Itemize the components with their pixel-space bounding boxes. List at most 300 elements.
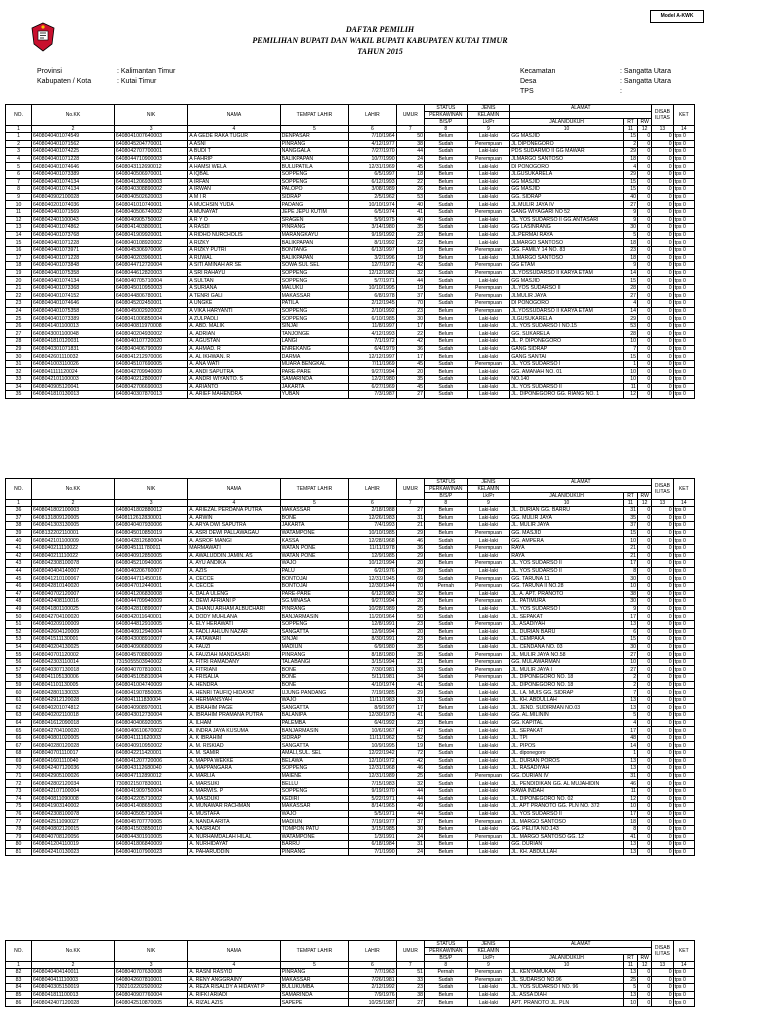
cell-nama: A. NANDA ARITA bbox=[188, 818, 280, 826]
cell-umur: 19 bbox=[396, 742, 424, 750]
cell-jalan: JL. MULIR JAYA I bbox=[510, 666, 624, 674]
cell-jalan: GG LASINRANG bbox=[510, 224, 624, 232]
title-line-2: PEMILIHAN BUPATI DAN WAKIL BUPATI KABUPATEN KUTAI TIMUR bbox=[252, 36, 508, 45]
cell-nama: A. MARWIS. P bbox=[188, 787, 280, 795]
cell-lahir: 9/27/1994 bbox=[349, 598, 396, 606]
cell-jenis: Perempuan bbox=[467, 529, 510, 537]
cell-status: Sudah bbox=[425, 780, 468, 788]
cell-ket: tps 0 bbox=[673, 284, 694, 292]
cell-ket: tps 0 bbox=[673, 704, 694, 712]
cell-disab: 0 bbox=[652, 734, 673, 742]
cell-status: Sudah bbox=[425, 750, 468, 758]
cell-rt: 4 bbox=[623, 300, 637, 308]
cell-tempat: SOPPENG bbox=[280, 269, 349, 277]
cell-nokk: 6408131809120005 bbox=[32, 514, 115, 522]
cell-umur: 46 bbox=[396, 537, 424, 545]
cell-jenis: Perempuan bbox=[467, 651, 510, 659]
cell-umur: 45 bbox=[396, 383, 424, 391]
cell-rt: 9 bbox=[623, 262, 637, 270]
cell-status: Belum bbox=[425, 529, 468, 537]
col-no-header: NO. bbox=[6, 105, 32, 126]
cell-no: 49 bbox=[6, 605, 32, 613]
cell-nokk: 6408040411110003 bbox=[32, 976, 115, 984]
cell-tempat: BONE bbox=[280, 666, 349, 674]
cell-nama: A. AWALUDDIN JAMIN. AS bbox=[188, 552, 280, 560]
cell-rw: 0 bbox=[638, 338, 652, 346]
cell-nik: 6408042812680004 bbox=[114, 537, 187, 545]
col-alamat-spacer bbox=[510, 112, 652, 119]
cell-tempat: SANGATTA bbox=[280, 704, 349, 712]
col-alamat-spacer bbox=[510, 486, 652, 493]
cell-status: Belum bbox=[425, 598, 468, 606]
cell-nama: A. NURHIDAYAT bbox=[188, 841, 280, 849]
cell-disab: 0 bbox=[652, 674, 673, 682]
cell-umur: 23 bbox=[396, 307, 424, 315]
cell-no: 26 bbox=[6, 322, 32, 330]
cell-lahir: 2/10/1992 bbox=[349, 307, 396, 315]
cell-nama: A. HENDRA bbox=[188, 681, 280, 689]
cell-status: Belum bbox=[425, 254, 468, 262]
cell-no: 80 bbox=[6, 841, 32, 849]
cell-rw: 0 bbox=[638, 636, 652, 644]
cell-ket: tps 0 bbox=[673, 666, 694, 674]
cell-lahir: 5/11/1981 bbox=[349, 674, 396, 682]
cell-rt: 31 bbox=[623, 507, 637, 515]
cell-jenis: Laki-laki bbox=[467, 514, 510, 522]
cell-jalan: JL DIPONEGORO bbox=[510, 140, 624, 148]
cell-no: 29 bbox=[6, 345, 32, 353]
cell-rw: 0 bbox=[638, 277, 652, 285]
cell-lahir: 10/10/1974 bbox=[349, 201, 396, 209]
table-row bbox=[6, 689, 695, 697]
cell-jalan: GG ETAM bbox=[510, 262, 624, 270]
table-row bbox=[6, 818, 695, 826]
cell-tempat: TANJONGE bbox=[280, 330, 349, 338]
cell-lahir: 9/27/1994 bbox=[349, 368, 396, 376]
cell-tempat: BONTOJAI bbox=[280, 575, 349, 583]
cell-nama: A SRI RAHAYU bbox=[188, 269, 280, 277]
table-row bbox=[6, 696, 695, 704]
cell-tempat: WAJO bbox=[280, 560, 349, 568]
cell-disab: 0 bbox=[652, 193, 673, 201]
cell-rw: 0 bbox=[638, 712, 652, 720]
cell-no: 39 bbox=[6, 529, 32, 537]
cell-disab: 0 bbox=[652, 186, 673, 194]
col-number: 7 bbox=[396, 500, 424, 507]
cell-rw: 0 bbox=[638, 841, 652, 849]
cell-nama: A. AHMAD. R bbox=[188, 345, 280, 353]
cell-nama: A. HENRI TAUFIQ HIDAYAT bbox=[188, 689, 280, 697]
cell-tempat: SIDRAP bbox=[280, 193, 349, 201]
cell-disab: 0 bbox=[652, 666, 673, 674]
cell-umur: 35 bbox=[396, 651, 424, 659]
cell-ket: tps 0 bbox=[673, 345, 694, 353]
cell-rw: 0 bbox=[638, 307, 652, 315]
cell-status: Belum bbox=[425, 848, 468, 856]
cell-rt: 14 bbox=[623, 742, 637, 750]
cell-rw: 0 bbox=[638, 969, 652, 977]
cell-ket: tps 0 bbox=[673, 300, 694, 308]
cell-no: 17 bbox=[6, 254, 32, 262]
cell-lahir: 7/9/1976 bbox=[349, 991, 396, 999]
cell-jalan: JL. DURIAN GG. BARRU bbox=[510, 507, 624, 515]
cell-nokk: 6408040401074646 bbox=[32, 300, 115, 308]
cell-nik: 6408042211420001 bbox=[114, 750, 187, 758]
cell-tempat: SAMARINDA bbox=[280, 376, 349, 384]
cell-umur: 32 bbox=[396, 780, 424, 788]
cell-disab: 0 bbox=[652, 636, 673, 644]
table-row bbox=[6, 727, 695, 735]
col-ket-header: KET bbox=[673, 479, 694, 500]
cell-ket: tps 0 bbox=[673, 636, 694, 644]
table-row bbox=[6, 984, 695, 992]
cell-disab: 0 bbox=[652, 757, 673, 765]
cell-nik: 6408043012730004 bbox=[114, 712, 187, 720]
cell-jenis: Laki-laki bbox=[467, 353, 510, 361]
cell-jenis: Laki-laki bbox=[467, 795, 510, 803]
cell-nokk: 6408040201074812 bbox=[32, 704, 115, 712]
cell-rw: 0 bbox=[638, 560, 652, 568]
meta-label: Provinsi bbox=[37, 68, 62, 75]
cell-disab: 0 bbox=[652, 765, 673, 773]
cell-nik: 6408040502620003 bbox=[114, 193, 187, 201]
cell-jalan: JL. DURIAN BARU bbox=[510, 628, 624, 636]
cell-lahir: 10/7/1990 bbox=[349, 155, 396, 163]
cell-rw: 0 bbox=[638, 262, 652, 270]
cell-umur: 53 bbox=[396, 193, 424, 201]
cell-nik: 6408040107900023 bbox=[114, 848, 187, 856]
cell-jalan: GG. AMPERA bbox=[510, 537, 624, 545]
cell-lahir: 7/1/1990 bbox=[349, 848, 396, 856]
cell-rt: 10 bbox=[623, 658, 637, 666]
cell-disab: 0 bbox=[652, 529, 673, 537]
cell-jalan: JL. CENDANA NO. 03 bbox=[510, 643, 624, 651]
cell-no: 67 bbox=[6, 742, 32, 750]
cell-lahir: 11/11/1962 bbox=[349, 734, 396, 742]
cell-rw: 0 bbox=[638, 514, 652, 522]
cell-rw: 0 bbox=[638, 178, 652, 186]
cell-status: Sudah bbox=[425, 674, 468, 682]
cell-disab: 0 bbox=[652, 239, 673, 247]
cell-lahir: 12/28/1968 bbox=[349, 537, 396, 545]
cell-rt: 46 bbox=[623, 780, 637, 788]
cell-nama: A. MASDUKI bbox=[188, 795, 280, 803]
cell-rw: 0 bbox=[638, 163, 652, 171]
cell-no: 54 bbox=[6, 643, 32, 651]
cell-nokk: 6408040701110017 bbox=[32, 750, 115, 758]
cell-umur: 38 bbox=[396, 991, 424, 999]
cell-lahir: 10/12/1994 bbox=[349, 560, 396, 568]
cell-nama: A VIKA HARYANTI bbox=[188, 307, 280, 315]
cell-rt: 28 bbox=[623, 284, 637, 292]
cell-nama: A RIZKY PUTRI bbox=[188, 246, 280, 254]
cell-rt: 17 bbox=[623, 613, 637, 621]
cell-status: Sudah bbox=[425, 360, 468, 368]
cell-nokk: 6408042511090027 bbox=[32, 818, 115, 826]
cell-rt: 28 bbox=[623, 330, 637, 338]
table-row bbox=[6, 262, 695, 270]
meta-row-desa bbox=[520, 77, 671, 87]
cell-nik: 6408044709940009 bbox=[114, 598, 187, 606]
col-number: 8 bbox=[425, 126, 468, 133]
cell-umur: 32 bbox=[396, 269, 424, 277]
cell-lahir: 3/15/1985 bbox=[349, 825, 396, 833]
cell-umur: 45 bbox=[396, 360, 424, 368]
col-no-header: NO. bbox=[6, 941, 32, 962]
cell-umur: 21 bbox=[396, 658, 424, 666]
table-row bbox=[6, 239, 695, 247]
cell-jalan: JL. JEND. SUDIRMAN NO.03 bbox=[510, 704, 624, 712]
cell-jenis: Laki-laki bbox=[467, 391, 510, 399]
cell-lahir: 6/27/1969 bbox=[349, 383, 396, 391]
cell-jenis: Perempuan bbox=[467, 208, 510, 216]
cell-no: 15 bbox=[6, 239, 32, 247]
table-row bbox=[6, 155, 695, 163]
cell-umur: 31 bbox=[396, 696, 424, 704]
cell-nama: A. ARWIN bbox=[188, 514, 280, 522]
cell-nokk: 6408041810120031 bbox=[32, 338, 115, 346]
cell-lahir: 12/12/1982 bbox=[349, 269, 396, 277]
cell-rw: 0 bbox=[638, 224, 652, 232]
col-number: 13 bbox=[652, 500, 673, 507]
cell-rt: 8 bbox=[623, 567, 637, 575]
cell-lahir: 9/19/1992 bbox=[349, 231, 396, 239]
table-row bbox=[6, 383, 695, 391]
cell-lahir: 2/18/1988 bbox=[349, 507, 396, 515]
cell-no: 1 bbox=[6, 133, 32, 141]
cell-nama: A. ARYA DWI SAPUTRA bbox=[188, 522, 280, 530]
col-number: 9 bbox=[467, 126, 510, 133]
cell-nama: A. K IBRAHIM bbox=[188, 734, 280, 742]
cell-disab: 0 bbox=[652, 810, 673, 818]
table-row bbox=[6, 712, 695, 720]
table-row bbox=[6, 193, 695, 201]
cell-ket: tps 0 bbox=[673, 734, 694, 742]
table-row bbox=[6, 360, 695, 368]
cell-nik: 6408041111620003 bbox=[114, 734, 187, 742]
col-umur-header: UMUR bbox=[396, 941, 424, 962]
cell-nokk: 6408040401071569 bbox=[32, 208, 115, 216]
col-number: 2 bbox=[32, 962, 115, 969]
cell-status: Belum bbox=[425, 178, 468, 186]
cell-disab: 0 bbox=[652, 628, 673, 636]
cell-no: 43 bbox=[6, 560, 32, 568]
cell-nik: 6408043008910007 bbox=[114, 636, 187, 644]
cell-nokk: 6408040211110022 bbox=[32, 552, 115, 560]
cell-tempat: PATILA bbox=[280, 300, 349, 308]
cell-status: Belum bbox=[425, 507, 468, 515]
cell-no: 2 bbox=[6, 140, 32, 148]
cell-nokk: 6408132202110001 bbox=[32, 529, 115, 537]
col-number: 1 bbox=[6, 500, 32, 507]
cell-jenis: Laki-laki bbox=[467, 338, 510, 346]
cell-disab: 0 bbox=[652, 315, 673, 323]
cell-jenis: Laki-laki bbox=[467, 643, 510, 651]
cell-nama: A. FITRIANI bbox=[188, 666, 280, 674]
cell-nik: 6408044710900003 bbox=[114, 155, 187, 163]
cell-status: Belum bbox=[425, 322, 468, 330]
cell-nama: A. RIZAL AZIS bbox=[188, 999, 280, 1007]
cell-rw: 0 bbox=[638, 666, 652, 674]
col-rw-header: RW bbox=[638, 493, 652, 500]
cell-jenis: Perempuan bbox=[467, 772, 510, 780]
table-row bbox=[6, 560, 695, 568]
cell-no: 77 bbox=[6, 818, 32, 826]
cell-lahir: 1/3/1991 bbox=[349, 833, 396, 841]
cell-rw: 0 bbox=[638, 254, 652, 262]
cell-umur: 22 bbox=[396, 330, 424, 338]
cell-rt: 12 bbox=[623, 391, 637, 399]
cell-jalan: RAWA INDAH bbox=[510, 787, 624, 795]
cell-rw: 0 bbox=[638, 628, 652, 636]
cell-no: 36 bbox=[6, 507, 32, 515]
cell-no: 45 bbox=[6, 575, 32, 583]
cell-umur: 37 bbox=[396, 292, 424, 300]
cell-no: 19 bbox=[6, 269, 32, 277]
cell-jalan: JLMARGO SANTOSO bbox=[510, 254, 624, 262]
cell-tempat: BONE bbox=[280, 514, 349, 522]
col-number: 5 bbox=[280, 500, 349, 507]
cell-jenis: Laki-laki bbox=[467, 239, 510, 247]
cell-no: 55 bbox=[6, 651, 32, 659]
cell-tempat: TALABANGI bbox=[280, 658, 349, 666]
cell-nokk: 6408040401071562 bbox=[32, 140, 115, 148]
col-lahir-header: LAHIR bbox=[349, 941, 396, 962]
col-lkpr-header: Lk/Pr bbox=[467, 955, 510, 962]
cell-status: Belum bbox=[425, 590, 468, 598]
cell-tempat: BONTANG bbox=[280, 246, 349, 254]
cell-rw: 0 bbox=[638, 780, 652, 788]
cell-ket: tps 0 bbox=[673, 772, 694, 780]
cell-disab: 0 bbox=[652, 681, 673, 689]
cell-jalan: JL.MULIR JAYA IV bbox=[510, 201, 624, 209]
cell-disab: 0 bbox=[652, 133, 673, 141]
cell-no: 61 bbox=[6, 696, 32, 704]
col-number: 2 bbox=[32, 126, 115, 133]
cell-tempat: BULUKUMBA bbox=[280, 984, 349, 992]
table-row bbox=[6, 300, 695, 308]
cell-nokk: 6408040204130025 bbox=[32, 643, 115, 651]
cell-status: Pernah bbox=[425, 582, 468, 590]
cell-status: Belum bbox=[425, 368, 468, 376]
cell-tempat: PINRANG bbox=[280, 848, 349, 856]
cell-jenis: Perempuan bbox=[467, 666, 510, 674]
cell-lahir: 12/26/1983 bbox=[349, 514, 396, 522]
table-row bbox=[6, 757, 695, 765]
cell-status: Belum bbox=[425, 353, 468, 361]
cell-rt: 30 bbox=[623, 643, 637, 651]
cell-jalan: JL.YOSSUDARSO II KARYA ETAM bbox=[510, 307, 624, 315]
cell-jenis: Perempuan bbox=[467, 674, 510, 682]
cell-rw: 0 bbox=[638, 292, 652, 300]
cell-tempat: PINRANG bbox=[280, 140, 349, 148]
cell-lahir: 12/9/1994 bbox=[349, 628, 396, 636]
cell-jenis: Perempuan bbox=[467, 658, 510, 666]
cell-ket: tps 0 bbox=[673, 560, 694, 568]
cell-status: Sudah bbox=[425, 193, 468, 201]
table-row bbox=[6, 825, 695, 833]
cell-tempat: YUBAN bbox=[280, 391, 349, 399]
cell-jalan: GG. TARUNA II NO.28 bbox=[510, 582, 624, 590]
cell-lahir: 7/1/1972 bbox=[349, 338, 396, 346]
cell-rt: 1 bbox=[623, 360, 637, 368]
cell-tempat: KEDIRI bbox=[280, 795, 349, 803]
cell-status: Pernah bbox=[425, 969, 468, 977]
cell-tempat: BANJARMASIN bbox=[280, 727, 349, 735]
cell-rw: 0 bbox=[638, 787, 652, 795]
cell-ket: tps 0 bbox=[673, 674, 694, 682]
cell-nama: A. PAHARUDDIN bbox=[188, 848, 280, 856]
cell-disab: 0 bbox=[652, 658, 673, 666]
cell-jenis: Perempuan bbox=[467, 284, 510, 292]
cell-rw: 0 bbox=[638, 537, 652, 545]
cell-lahir: 12/31/1945 bbox=[349, 575, 396, 583]
cell-nama: A. ADRIAN bbox=[188, 330, 280, 338]
cell-disab: 0 bbox=[652, 620, 673, 628]
cell-status: Sudah bbox=[425, 772, 468, 780]
cell-status: Belum bbox=[425, 133, 468, 141]
cell-rw: 0 bbox=[638, 696, 652, 704]
cell-disab: 0 bbox=[652, 696, 673, 704]
cell-rw: 0 bbox=[638, 345, 652, 353]
meta-label: Kabupaten / Kota bbox=[37, 78, 92, 85]
col-rt-header: RT bbox=[623, 493, 637, 500]
cell-jenis: Perempuan bbox=[467, 976, 510, 984]
cell-nokk: 6408041111120024 bbox=[32, 368, 115, 376]
cell-rt: 18 bbox=[623, 254, 637, 262]
cell-status: Belum bbox=[425, 999, 468, 1007]
cell-disab: 0 bbox=[652, 833, 673, 841]
cell-status: Sudah bbox=[425, 696, 468, 704]
cell-disab: 0 bbox=[652, 246, 673, 254]
cell-status: Belum bbox=[425, 330, 468, 338]
cell-jenis: Laki-laki bbox=[467, 848, 510, 856]
col-number: 4 bbox=[188, 500, 280, 507]
cell-rt: 31 bbox=[623, 772, 637, 780]
cell-no: 86 bbox=[6, 999, 32, 1007]
cell-disab: 0 bbox=[652, 307, 673, 315]
cell-umur: 70 bbox=[396, 300, 424, 308]
cell-nama: A. INDRA JAYA KUSUMA bbox=[188, 727, 280, 735]
col-no-header: NO. bbox=[6, 479, 32, 500]
cell-status: Sudah bbox=[425, 383, 468, 391]
cell-status: Sudah bbox=[425, 262, 468, 270]
cell-umur: 36 bbox=[396, 345, 424, 353]
table-row bbox=[6, 231, 695, 239]
cell-disab: 0 bbox=[652, 803, 673, 811]
cell-nik: 6408044711450016 bbox=[114, 575, 187, 583]
cell-ket: tps 0 bbox=[673, 552, 694, 560]
table-row bbox=[6, 999, 695, 1007]
cell-jalan: RAYA bbox=[510, 552, 624, 560]
cell-rw: 0 bbox=[638, 239, 652, 247]
cell-disab: 0 bbox=[652, 969, 673, 977]
cell-umur: 24 bbox=[396, 848, 424, 856]
cell-ket: tps 0 bbox=[673, 186, 694, 194]
cell-no: 82 bbox=[6, 969, 32, 977]
cell-lahir: 7/11/1969 bbox=[349, 360, 396, 368]
cell-lahir: 7/4/1993 bbox=[349, 522, 396, 530]
cell-no: 83 bbox=[6, 976, 32, 984]
cell-lahir: 7/3/1987 bbox=[349, 391, 396, 399]
table-row bbox=[6, 575, 695, 583]
cell-tempat: SINJAI bbox=[280, 636, 349, 644]
cell-nik: 6408040407930006 bbox=[114, 522, 187, 530]
cell-nokk: 6408042410130023 bbox=[32, 848, 115, 856]
cell-jenis: Laki-laki bbox=[467, 231, 510, 239]
cell-nik: 6408040505710004 bbox=[114, 810, 187, 818]
cell-umur: 42 bbox=[396, 757, 424, 765]
